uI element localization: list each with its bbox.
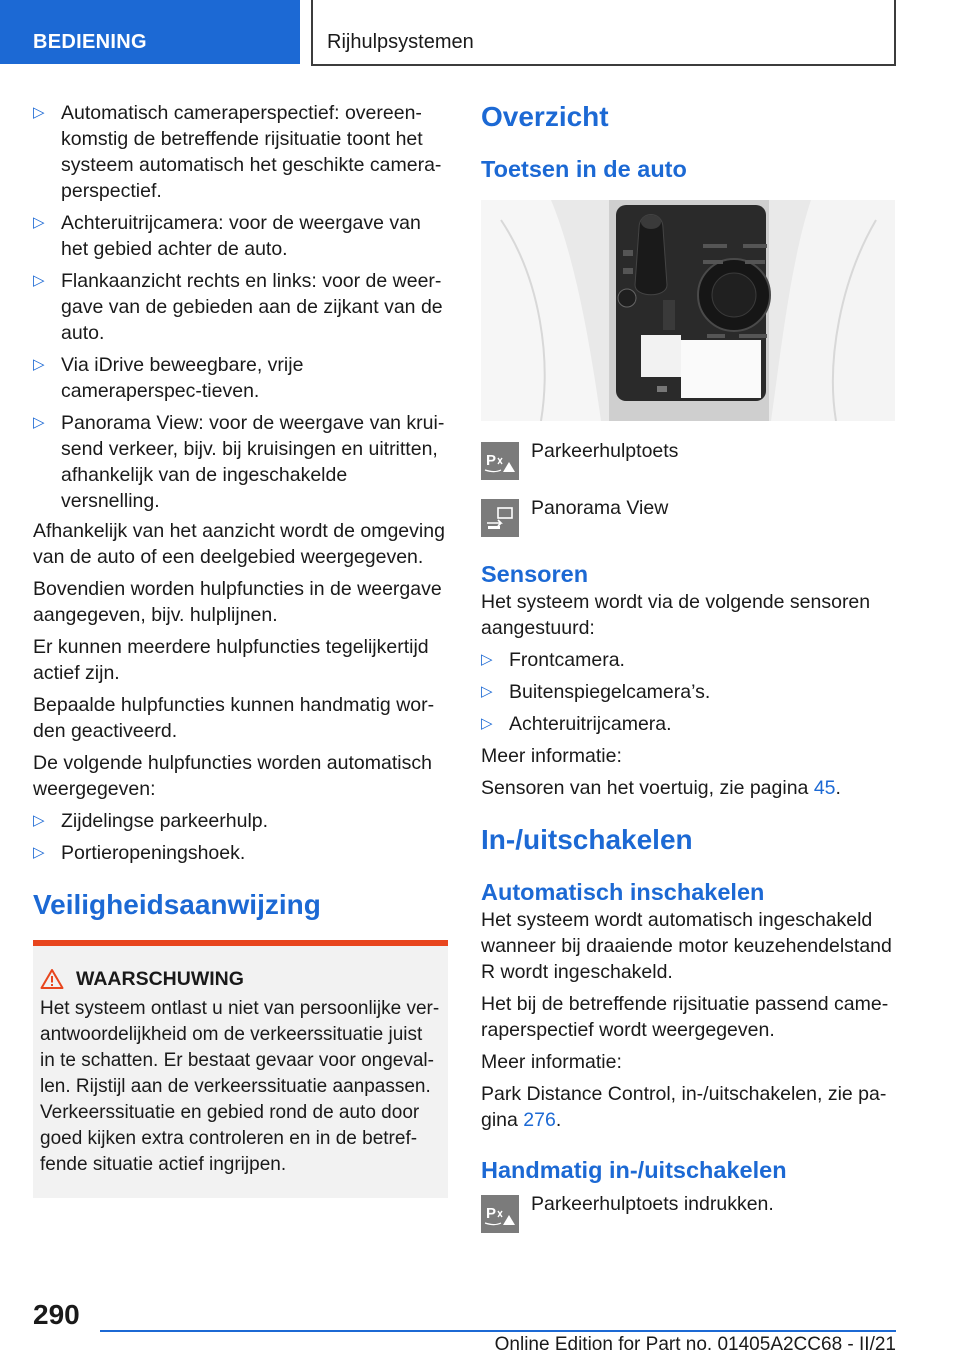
triangle-bullet-icon: ▷ (33, 272, 45, 289)
svg-text:P: P (486, 452, 497, 469)
safety-heading: Veiligheidsaanwijzing (33, 889, 321, 920)
warning-text: Het systeem ontlast u niet van persoonlijke ver-antwoordelijkheid om de verkeerssituatie juist in te schatten. Er bestaat gevaar voor ongeval-len. Rijstijl aan de verkeerssituatie aanpassen. Verkeerssituatie en gebied rond de auto door goed kijken extra controleren en in de betref-fende situatie actief ingrijpen. (40, 998, 440, 1175)
paragraph: De volgende hulpfuncties worden automatisch weergegeven: (33, 752, 432, 800)
paragraph: Het systeem wordt via de volgende sensoren aangestuurd: (481, 591, 871, 639)
warning-title: WAARSCHUWING (76, 968, 244, 990)
triangle-bullet-icon: ▷ (33, 812, 45, 829)
chapter-header (311, 0, 896, 66)
right-column (481, 100, 895, 1233)
list-item: ▷ Portieropeningshoek. (33, 842, 246, 864)
triangle-bullet-icon: ▷ (33, 214, 45, 231)
paragraph: Bepaalde hulpfuncties kunnen handmatig wor-den geactiveerd. (33, 694, 435, 742)
triangle-bullet-icon: ▷ (33, 844, 45, 861)
list-item: ▷ Achteruitrijcamera: voor de weergave van het gebied achter de auto. (33, 212, 421, 260)
list-item: ▷ Flankaanzicht rechts en links: voor de weer-gave van de gebieden aan de zijkant van de auto. (33, 270, 443, 344)
paragraph: Het bij de betreffende rijsituatie passend came-raperspectief wordt weergegeven. (481, 993, 889, 1041)
paragraph: Meer informatie: (481, 1051, 622, 1073)
auto-heading: Automatisch inschakelen (481, 879, 765, 905)
manual-heading: Handmatig in-/uitschakelen (481, 1157, 787, 1183)
page-link[interactable]: 45 (813, 777, 836, 799)
paragraph: Bovendien worden hulpfuncties in de weergave aangegeven, bijv. hulplijnen. (33, 578, 442, 626)
paragraph: Afhankelijk van het aanzicht wordt de omgeving van de auto of een deelgebied weergegeven. (33, 520, 445, 568)
cross-reference: Park Distance Control, in-/uitschakelen, zie pa-gina 276. (481, 1083, 887, 1131)
icon-item-label: Parkeerhulptoets (531, 440, 679, 462)
triangle-bullet-icon: ▷ (481, 715, 493, 732)
page-link[interactable]: 276 (523, 1109, 556, 1131)
warning-box (33, 940, 448, 1198)
overview-heading: Overzicht (481, 101, 609, 132)
sensors-heading: Sensoren (481, 561, 589, 587)
icon-item-park-assist (481, 438, 895, 480)
list-item: ▷ Panorama View: voor de weergave van krui-send verkeer, bijv. bij kruisingen en uitritten, afhankelijk van de ingeschakelde versnelling. (33, 412, 445, 512)
buttons-heading: Toetsen in de auto (481, 156, 687, 182)
triangle-bullet-icon: ▷ (481, 651, 493, 668)
page-number: 290 (33, 1299, 80, 1330)
panorama-view-icon (481, 499, 519, 537)
list-item: ▷ Buitenspiegelcamera’s. (481, 681, 711, 703)
paragraph: Meer informatie: (481, 745, 622, 767)
triangle-bullet-icon: ▷ (481, 683, 493, 700)
section-tab (0, 0, 300, 64)
left-column (33, 100, 448, 1198)
list-item: ▷ Achteruitrijcamera. (481, 713, 672, 735)
warning-title-row (40, 966, 442, 992)
svg-text:P: P (486, 1205, 497, 1222)
triangle-bullet-icon: ▷ (33, 104, 45, 121)
parking-assist-icon (481, 1195, 519, 1233)
footer-text: Online Edition for Part no. 01405A2CC68 - II/21 (494, 1334, 896, 1355)
triangle-bullet-icon: ▷ (33, 356, 45, 373)
console-photo (481, 200, 895, 421)
footer-divider (100, 1330, 896, 1332)
list-item: ▷ Frontcamera. (481, 649, 625, 671)
paragraph: Het systeem wordt automatisch ingeschakeld wanneer bij draaiende motor keuzehendelstand R wordt ingeschakeld. (481, 909, 892, 983)
icon-item-label: Panorama View (531, 497, 669, 519)
section-title: BEDIENING (33, 31, 147, 53)
list-item: ▷ Zijdelingse parkeerhulp. (33, 810, 269, 832)
icon-item-park-assist-manual (481, 1191, 895, 1233)
chapter-title: Rijhulpsystemen (327, 31, 474, 53)
icon-item-panorama-view (481, 495, 895, 537)
onoff-heading: In-/uitschakelen (481, 824, 693, 855)
parking-assist-icon (481, 442, 519, 480)
icon-item-label: Parkeerhulptoets indrukken. (531, 1193, 774, 1215)
warning-triangle-icon (40, 968, 64, 990)
paragraph: Er kunnen meerdere hulpfuncties tegelijkertijd actief zijn. (33, 636, 429, 684)
list-item: ▷ Automatisch cameraperspectief: overeen-komstig de betreffende rijsituatie toont het systeem automatisch het geschikte camera-perspectief. (33, 102, 442, 202)
list-item: ▷ Via iDrive beweegbare, vrije cameraperspec-tieven. (33, 354, 304, 402)
cross-reference: Sensoren van het voertuig, zie pagina 45. (481, 777, 841, 799)
triangle-bullet-icon: ▷ (33, 414, 45, 431)
